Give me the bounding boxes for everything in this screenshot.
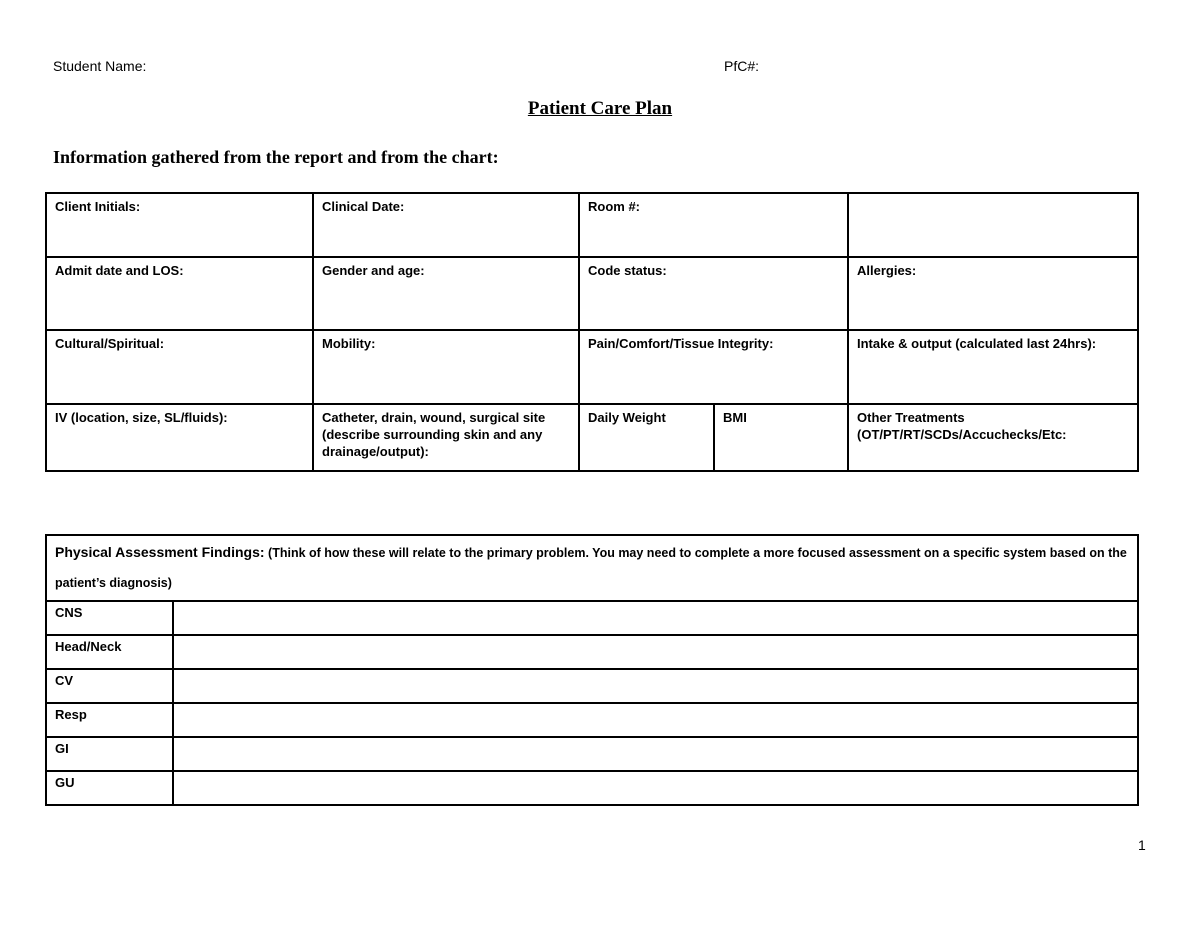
physical-assessment-table: [45, 534, 1139, 806]
page-number: 1: [1138, 837, 1146, 853]
pain-comfort-field[interactable]: Pain/Comfort/Tissue Integrity:: [579, 330, 848, 404]
system-label-head-neck: Head/Neck: [46, 635, 173, 669]
system-input-cv[interactable]: [173, 669, 1138, 703]
system-label-cv: CV: [46, 669, 173, 703]
assessment-heading: Physical Assessment Findings:: [55, 544, 265, 560]
mobility-field[interactable]: Mobility:: [313, 330, 579, 404]
system-input-gi[interactable]: [173, 737, 1138, 771]
other-treatments-field[interactable]: Other Treatments (OT/PT/RT/SCDs/Accuchecks/Etc:: [848, 404, 1138, 471]
client-initials-field[interactable]: Client Initials:: [46, 193, 313, 257]
system-label-gi: GI: [46, 737, 173, 771]
admit-date-field[interactable]: Admit date and LOS:: [46, 257, 313, 330]
student-name-label: Student Name:: [53, 58, 147, 74]
pfc-number-label: PfC#:: [724, 58, 760, 74]
gender-age-field[interactable]: Gender and age:: [313, 257, 579, 330]
page-title: Patient Care Plan: [527, 98, 673, 119]
system-label-cns: CNS: [46, 601, 173, 635]
system-input-head-neck[interactable]: [173, 635, 1138, 669]
blank-field[interactable]: [848, 193, 1138, 257]
allergies-field[interactable]: Allergies:: [848, 257, 1138, 330]
iv-field[interactable]: IV (location, size, SL/fluids):: [46, 404, 313, 471]
system-label-gu: GU: [46, 771, 173, 805]
assessment-note: (Think of how these will relate to the primary problem. You may need to complete a more focused assessment on a specific system based on the patient’s diagnosis): [55, 546, 1127, 590]
clinical-date-field[interactable]: Clinical Date:: [313, 193, 579, 257]
room-number-field[interactable]: Room #:: [579, 193, 848, 257]
system-input-gu[interactable]: [173, 771, 1138, 805]
system-input-cns[interactable]: [173, 601, 1138, 635]
cultural-spiritual-field[interactable]: Cultural/Spiritual:: [46, 330, 313, 404]
code-status-field[interactable]: Code status:: [579, 257, 848, 330]
bmi-field[interactable]: BMI: [714, 404, 848, 471]
system-label-resp: Resp: [46, 703, 173, 737]
system-input-resp[interactable]: [173, 703, 1138, 737]
assessment-heading-cell: [46, 535, 1138, 601]
intake-output-field[interactable]: Intake & output (calculated last 24hrs):: [848, 330, 1138, 404]
patient-info-table: [45, 192, 1139, 472]
catheter-drain-field[interactable]: Catheter, drain, wound, surgical site (describe surrounding skin and any drainage/output):: [313, 404, 579, 471]
section-subtitle: Information gathered from the report and from the chart:: [53, 147, 499, 167]
daily-weight-field[interactable]: Daily Weight: [579, 404, 714, 471]
